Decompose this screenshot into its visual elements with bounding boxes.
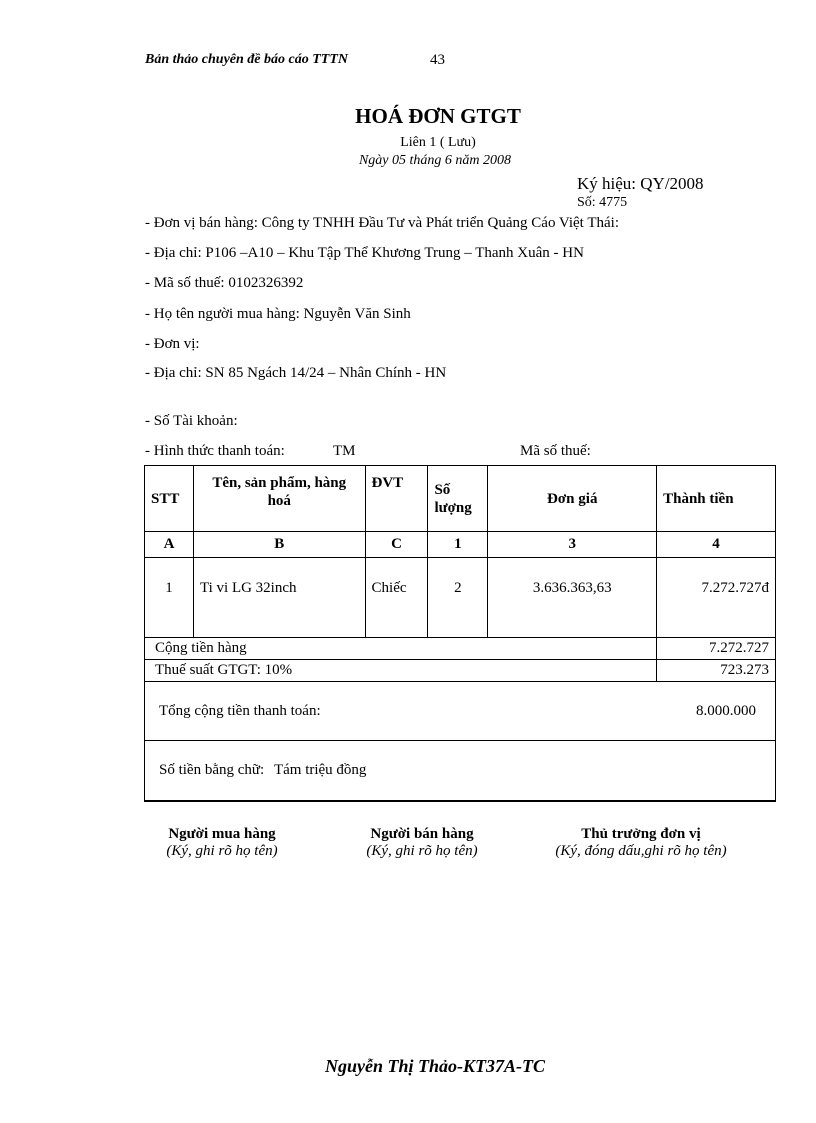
item-name: Ti vi LG 32inch xyxy=(193,558,365,638)
code-cell: C xyxy=(365,532,428,558)
code-cell: 3 xyxy=(488,532,657,558)
payment-method-value: TM xyxy=(333,443,356,459)
subtotal-row xyxy=(145,638,776,660)
invoice-date: Ngày 05 tháng 6 năm 2008 xyxy=(358,153,512,168)
item-unit-price: 3.636.363,63 xyxy=(488,558,657,638)
header-product: Tên, sản phẩm, hàng hoá xyxy=(193,466,365,532)
vat-row xyxy=(145,660,776,682)
item-stt: 1 xyxy=(145,558,194,638)
invoice-number: Số: 4775 xyxy=(577,195,628,210)
header-stt: STT xyxy=(145,466,194,532)
seller-name: - Đơn vị bán hàng: Công ty TNHH Đầu Tư và Phát triển Quảng Cáo Việt Thái: xyxy=(145,215,619,231)
invoice-symbol: Ký hiệu: QY/2008 xyxy=(577,174,704,193)
signature-note: (Ký, đóng dấu,ghi rõ họ tên) xyxy=(555,843,727,859)
signature-note: (Ký, ghi rõ họ tên) xyxy=(366,843,478,859)
signature-title: Người mua hàng xyxy=(168,826,276,842)
signature-note: (Ký, ghi rõ họ tên) xyxy=(166,843,278,859)
amount-in-words-row xyxy=(145,741,776,801)
header-unit-price: Đơn giá xyxy=(488,466,657,532)
total-value: 8.000.000 xyxy=(696,702,756,719)
buyer-address: - Địa chỉ: SN 85 Ngách 14/24 – Nhân Chính - HN xyxy=(145,365,447,381)
total-row xyxy=(145,682,776,741)
footer-author: Nguyễn Thị Thảo-KT37A-TC xyxy=(324,1056,545,1076)
item-amount: 7.272.727đ xyxy=(657,558,776,638)
code-cell: A xyxy=(145,532,194,558)
words-label: Số tiền bằng chữ: xyxy=(159,761,265,778)
total-label: Tổng cộng tiền thanh toán: xyxy=(159,702,321,719)
vat-label: Thuế suất GTGT: 10% xyxy=(145,660,657,682)
table-code-row xyxy=(145,532,776,558)
signature-director xyxy=(538,826,744,860)
invoice-copy: Liên 1 ( Lưu) xyxy=(400,135,476,150)
seller-tax-code: - Mã số thuế: 0102326392 xyxy=(145,275,304,291)
header-report-title: Bản thảo chuyên đề báo cáo TTTN xyxy=(145,52,348,67)
total-cell xyxy=(145,682,776,741)
header-amount: Thành tiền xyxy=(657,466,776,532)
signature-title: Người bán hàng xyxy=(370,826,474,842)
subtotal-value: 7.272.727 xyxy=(657,638,776,660)
code-cell: 4 xyxy=(657,532,776,558)
signature-buyer xyxy=(150,826,294,860)
header-unit: ĐVT xyxy=(365,466,428,532)
subtotal-label: Cộng tiền hàng xyxy=(145,638,657,660)
signature-seller xyxy=(348,826,496,860)
vat-value: 723.273 xyxy=(657,660,776,682)
signature-title: Thủ trưởng đơn vị xyxy=(581,826,701,842)
seller-address: - Địa chỉ: P106 –A10 – Khu Tập Thể Khương Trung – Thanh Xuân - HN xyxy=(145,245,584,261)
item-quantity: 2 xyxy=(428,558,488,638)
words-cell xyxy=(145,741,776,801)
bank-account: - Số Tài khoản: xyxy=(145,413,238,429)
buyer-unit: - Đơn vị: xyxy=(145,336,200,352)
payment-method-label: - Hình thức thanh toán: xyxy=(145,443,285,459)
invoice-title: HOÁ ĐƠN GTGT xyxy=(355,104,521,128)
code-cell: 1 xyxy=(428,532,488,558)
code-cell: B xyxy=(193,532,365,558)
table-row xyxy=(145,558,776,638)
words-value: Tám triệu đồng xyxy=(273,761,367,778)
page-number: 43 xyxy=(430,52,445,68)
buyer-tax-label: Mã số thuế: xyxy=(520,443,591,459)
table-header-row xyxy=(145,466,776,532)
buyer-name: - Họ tên người mua hàng: Nguyễn Văn Sinh xyxy=(145,306,411,322)
item-unit: Chiếc xyxy=(365,558,428,638)
header-quantity: Số lượng xyxy=(428,466,488,532)
invoice-table xyxy=(144,465,776,802)
